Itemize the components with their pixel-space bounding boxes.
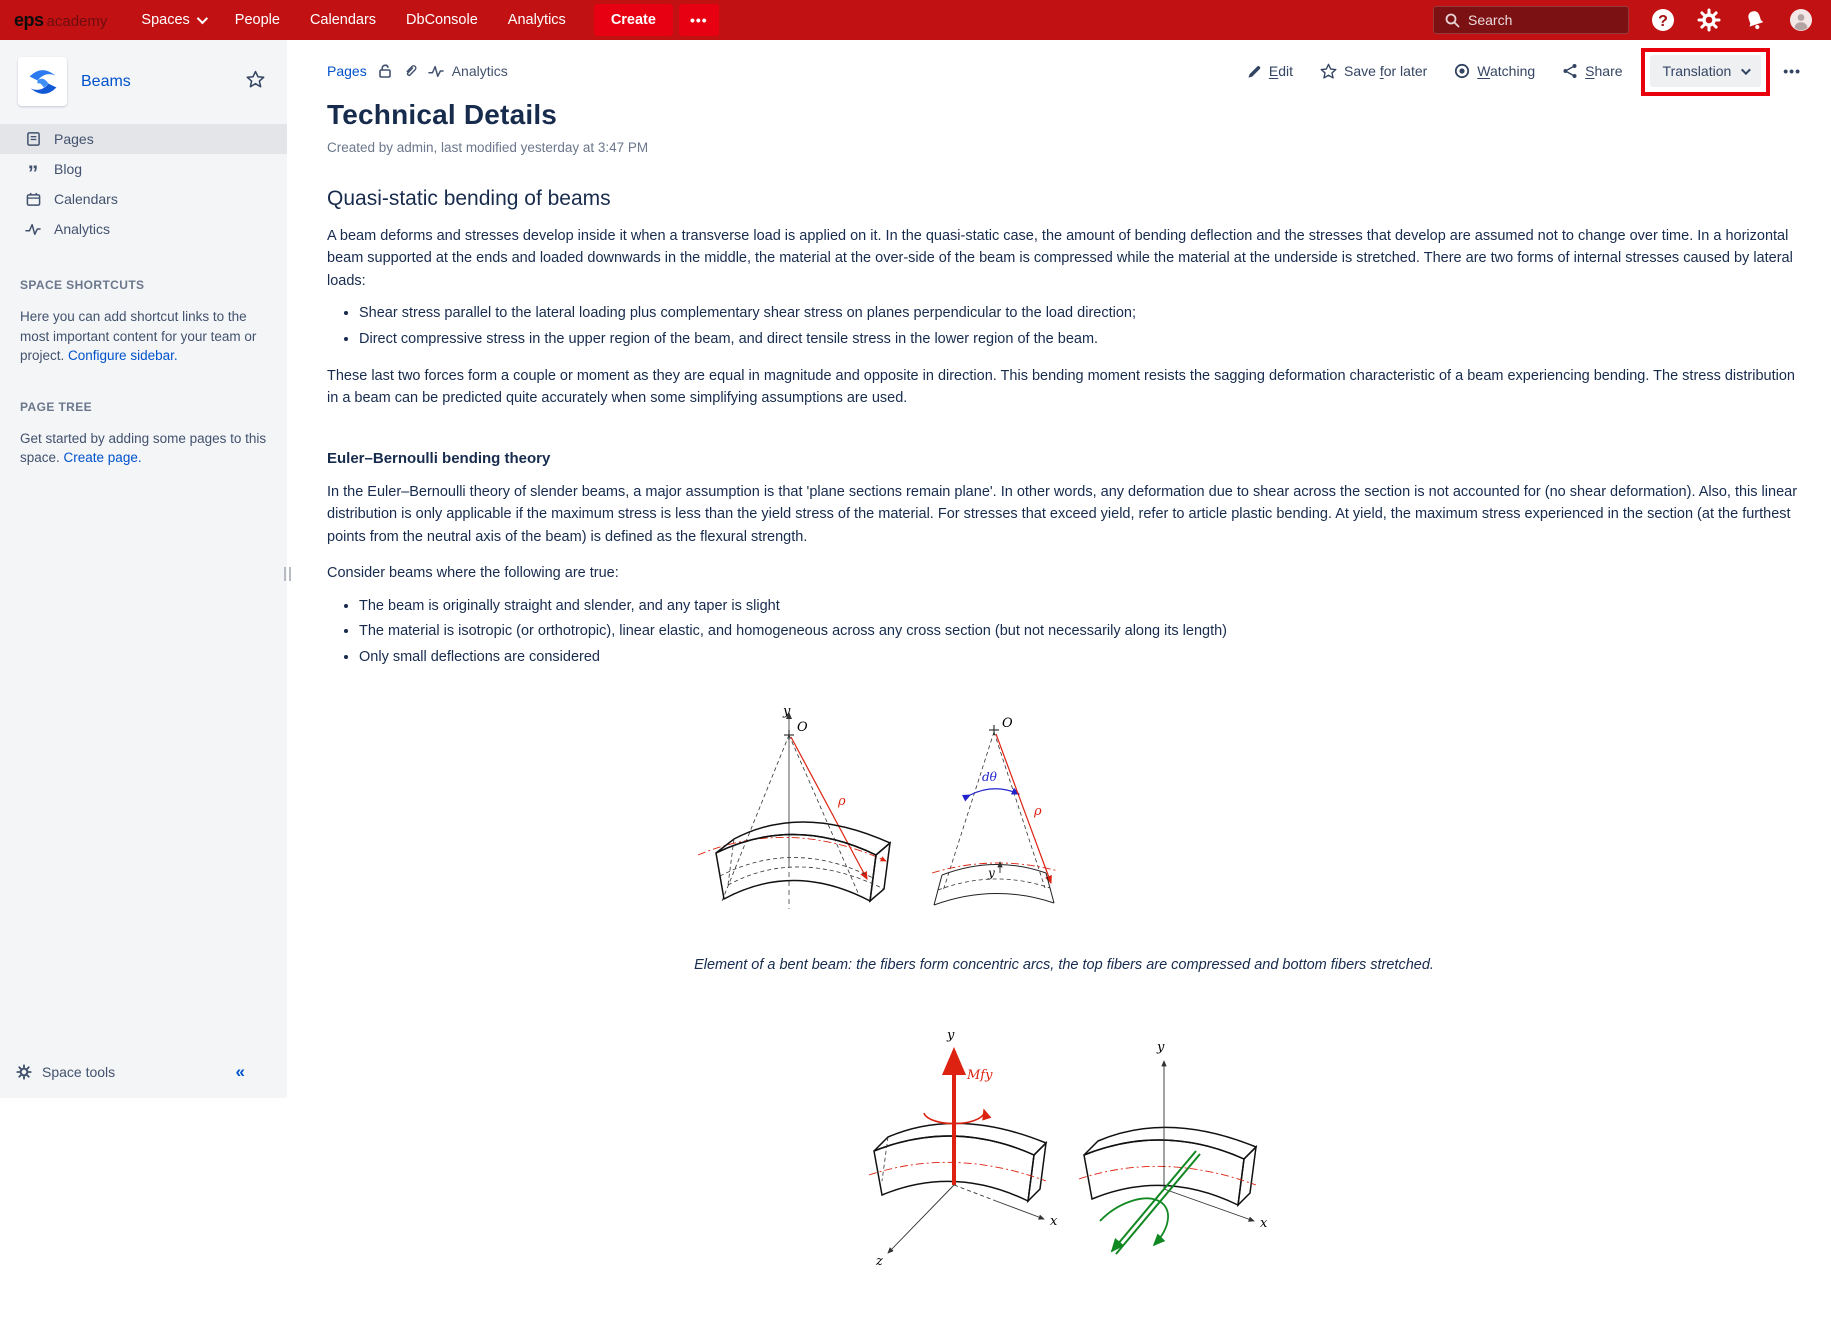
blog-quote-icon: ” [27,161,39,185]
list-item: • Direct compressive stress in the upper region of the beam, and direct tensile stress in the lower region of the beam. [359,329,1801,351]
translation-button[interactable] [1650,55,1762,87]
chevron-down-icon [197,13,208,24]
list-item: • Shear stress parallel to the lateral loading plus complementary shear stress on planes perpendicular to the load direction; [359,303,1801,325]
calendar-icon [24,192,42,207]
search-input[interactable] [1468,12,1618,28]
page-toolbar [327,55,1801,87]
nav-item-analytics-label: Analytics [507,12,566,28]
list-item: • The beam is originally straight and slender, and any taper is slight [359,596,1801,618]
chevron-down-icon [1741,65,1751,75]
star-icon [1320,63,1337,80]
gear-icon[interactable] [1697,8,1721,32]
section-heading-euler-bernoulli: Euler–Bernoulli bending theory [327,449,551,467]
search-box[interactable] [1433,6,1629,34]
svg-text:O: O [797,719,808,735]
bending-moment-diagram [854,1013,1274,1313]
paragraph: In the Euler–Bernoulli theory of slender beams, a major assumption is that 'plane sections remain plane'. In other words, any deformation due to shear across the section is not accounted for (no shear deformation). Also, this linear distribution is only applicable if the maximum stress is less than the yield stress of the material. For stresses that exceed yield, refer to article plastic bending. At yield, the maximum stress experienced in the section (at the furthest points from the neutral axis of the beam) is defined as the flexural strength. [327,483,1798,545]
breadcrumb-analytics[interactable] [428,63,508,79]
help-icon[interactable] [1651,8,1675,32]
space-name[interactable]: Beams [81,72,131,90]
page-byline: Created by admin, last modified yesterday at 3:47 PM [327,140,649,155]
nav-item-analytics[interactable] [508,12,566,28]
brand-logo[interactable] [14,10,107,31]
bent-beam-diagram [694,703,1074,938]
nav-item-spaces[interactable] [141,12,204,28]
page-actions [1220,55,1801,87]
figure-bending-moments [854,1013,1274,1318]
pencil-icon [1247,64,1262,79]
confluence-logo-icon [24,63,62,101]
bullet-list-assumptions [345,596,1801,669]
page-title: Technical Details [327,99,558,130]
svg-text:y: y [1157,1039,1165,1055]
svg-text:x: x [1050,1213,1058,1229]
page-tree-text: Get started by adding some pages to this space. [20,430,267,466]
svg-text:dθ: dθ [982,769,997,784]
nav-item-dbconsole-label: DbConsole [406,12,478,28]
sidebar-collapse-button[interactable]: « [235,1062,245,1081]
edit-button[interactable]: Edit [1247,63,1293,79]
sidebar-item-calendars[interactable] [0,184,287,214]
paragraph: A beam deforms and stresses develop inside it when a transverse load is applied on it. In the quasi-static case, the amount of bending deflection and the stresses that develop are assumed not to change over time. In a horizontal beam supported at the ends and loaded downwards in the middle, the material at the over-side of the beam is compressed while the material at the underside is stretched. There are two forms of internal stresses caused by lateral loads: [327,228,1793,289]
list-item: • Only small deflections are considered [359,647,1801,669]
brand-name-rest: academy [46,12,108,30]
watching-button[interactable]: Watching [1454,63,1535,79]
svg-text:?: ? [1658,13,1668,30]
unlock-icon[interactable] [377,63,393,79]
notifications-bell-icon[interactable] [1743,8,1767,32]
create-page-link[interactable]: Create page. [63,450,142,466]
app-header [0,0,1831,40]
nav-item-spaces-label: Spaces [141,12,190,28]
header-right [1433,6,1813,34]
sidebar-item-label: Pages [54,131,94,147]
space-tools-label: Space tools [42,1064,116,1080]
favorite-star-icon[interactable] [246,70,265,94]
nav-item-calendars-label: Calendars [309,12,377,28]
breadcrumb [327,63,508,79]
configure-sidebar-link[interactable]: Configure sidebar. [68,348,178,364]
space-tools-button[interactable] [0,1062,287,1098]
attachments-paperclip-icon[interactable] [403,63,418,79]
pages-icon [24,131,42,147]
svg-text:x: x [1260,1215,1268,1231]
breadcrumb-pages-link[interactable]: Pages [327,63,367,79]
space-header [0,40,287,124]
top-nav [141,12,565,28]
space-shortcuts-text: Here you can add shortcut links to the most important content for your team or project. [20,309,257,364]
svg-text:ρ: ρ [838,793,846,809]
svg-text:O: O [1002,715,1013,731]
space-tools-gear-icon [16,1064,32,1080]
space-shortcuts-title: SPACE SHORTCUTS [20,278,145,292]
svg-text:y: y [988,865,995,880]
brand-name-bold: eps [14,9,44,30]
nav-item-people[interactable] [235,12,280,28]
share-button[interactable]: Share [1562,63,1622,79]
sidebar-item-analytics[interactable] [0,214,287,244]
create-button[interactable]: Create [594,4,673,36]
page-tree-section [0,366,287,468]
paragraph: These last two forces form a couple or moment as they are equal in magnitude and opposite in direction. This bending moment resists the sagging deformation characteristic of a beam experiencing bending. The stress distribution in a beam can be predicted quite accurately when some simplifying assumptions are used. [327,367,1795,407]
sidebar-item-label: Calendars [54,191,118,207]
figure-caption: Element of a bent beam: the fibers form concentric arcs, the top fibers are compressed and bottom fibers stretched. [694,956,1434,973]
user-avatar[interactable] [1789,8,1813,32]
page-tree-title: PAGE TREE [20,399,93,414]
space-shortcuts-section [0,244,287,366]
header-more-button[interactable]: ••• [679,4,719,36]
analytics-pulse-icon [428,64,444,78]
nav-item-dbconsole[interactable] [406,12,478,28]
sidebar-item-blog[interactable] [0,154,287,184]
sidebar [0,40,287,1098]
sidebar-item-label: Blog [54,161,83,177]
translation-label: Translation [1662,63,1732,79]
sidebar-item-pages[interactable] [0,124,287,154]
svg-text:y: y [783,703,791,719]
save-for-later-button[interactable]: Save for later [1320,63,1427,80]
confluence-space-logo[interactable] [18,57,67,106]
search-icon [1444,12,1460,28]
main-content [287,40,1831,1269]
analytics-pulse-icon [24,222,42,236]
translation-wrap [1650,55,1762,87]
nav-item-people-label: People [234,12,280,28]
bullet-list-stresses [345,303,1801,351]
figure-bent-beam-element [694,703,1434,973]
breadcrumb-analytics-label: Analytics [451,63,508,79]
svg-text:Mfy: Mfy [967,1067,993,1083]
svg-text:y: y [947,1027,955,1043]
share-icon [1562,63,1578,79]
sidebar-resize-handle[interactable] [284,567,291,581]
paragraph: Consider beams where the following are true: [327,565,619,582]
nav-item-calendars[interactable] [310,12,376,28]
list-item: • The material is isotropic (or orthotropic), linear elastic, and homogeneous across any cross section (but not necessarily along its length) [359,621,1801,643]
section-heading-quasi-static: Quasi-static bending of beams [327,187,611,210]
sidebar-item-label: Analytics [54,221,111,237]
svg-text:ρ: ρ [1034,803,1042,819]
watching-eye-icon [1454,63,1470,79]
page-more-button[interactable]: ••• [1783,63,1801,79]
svg-text:z: z [876,1253,883,1269]
